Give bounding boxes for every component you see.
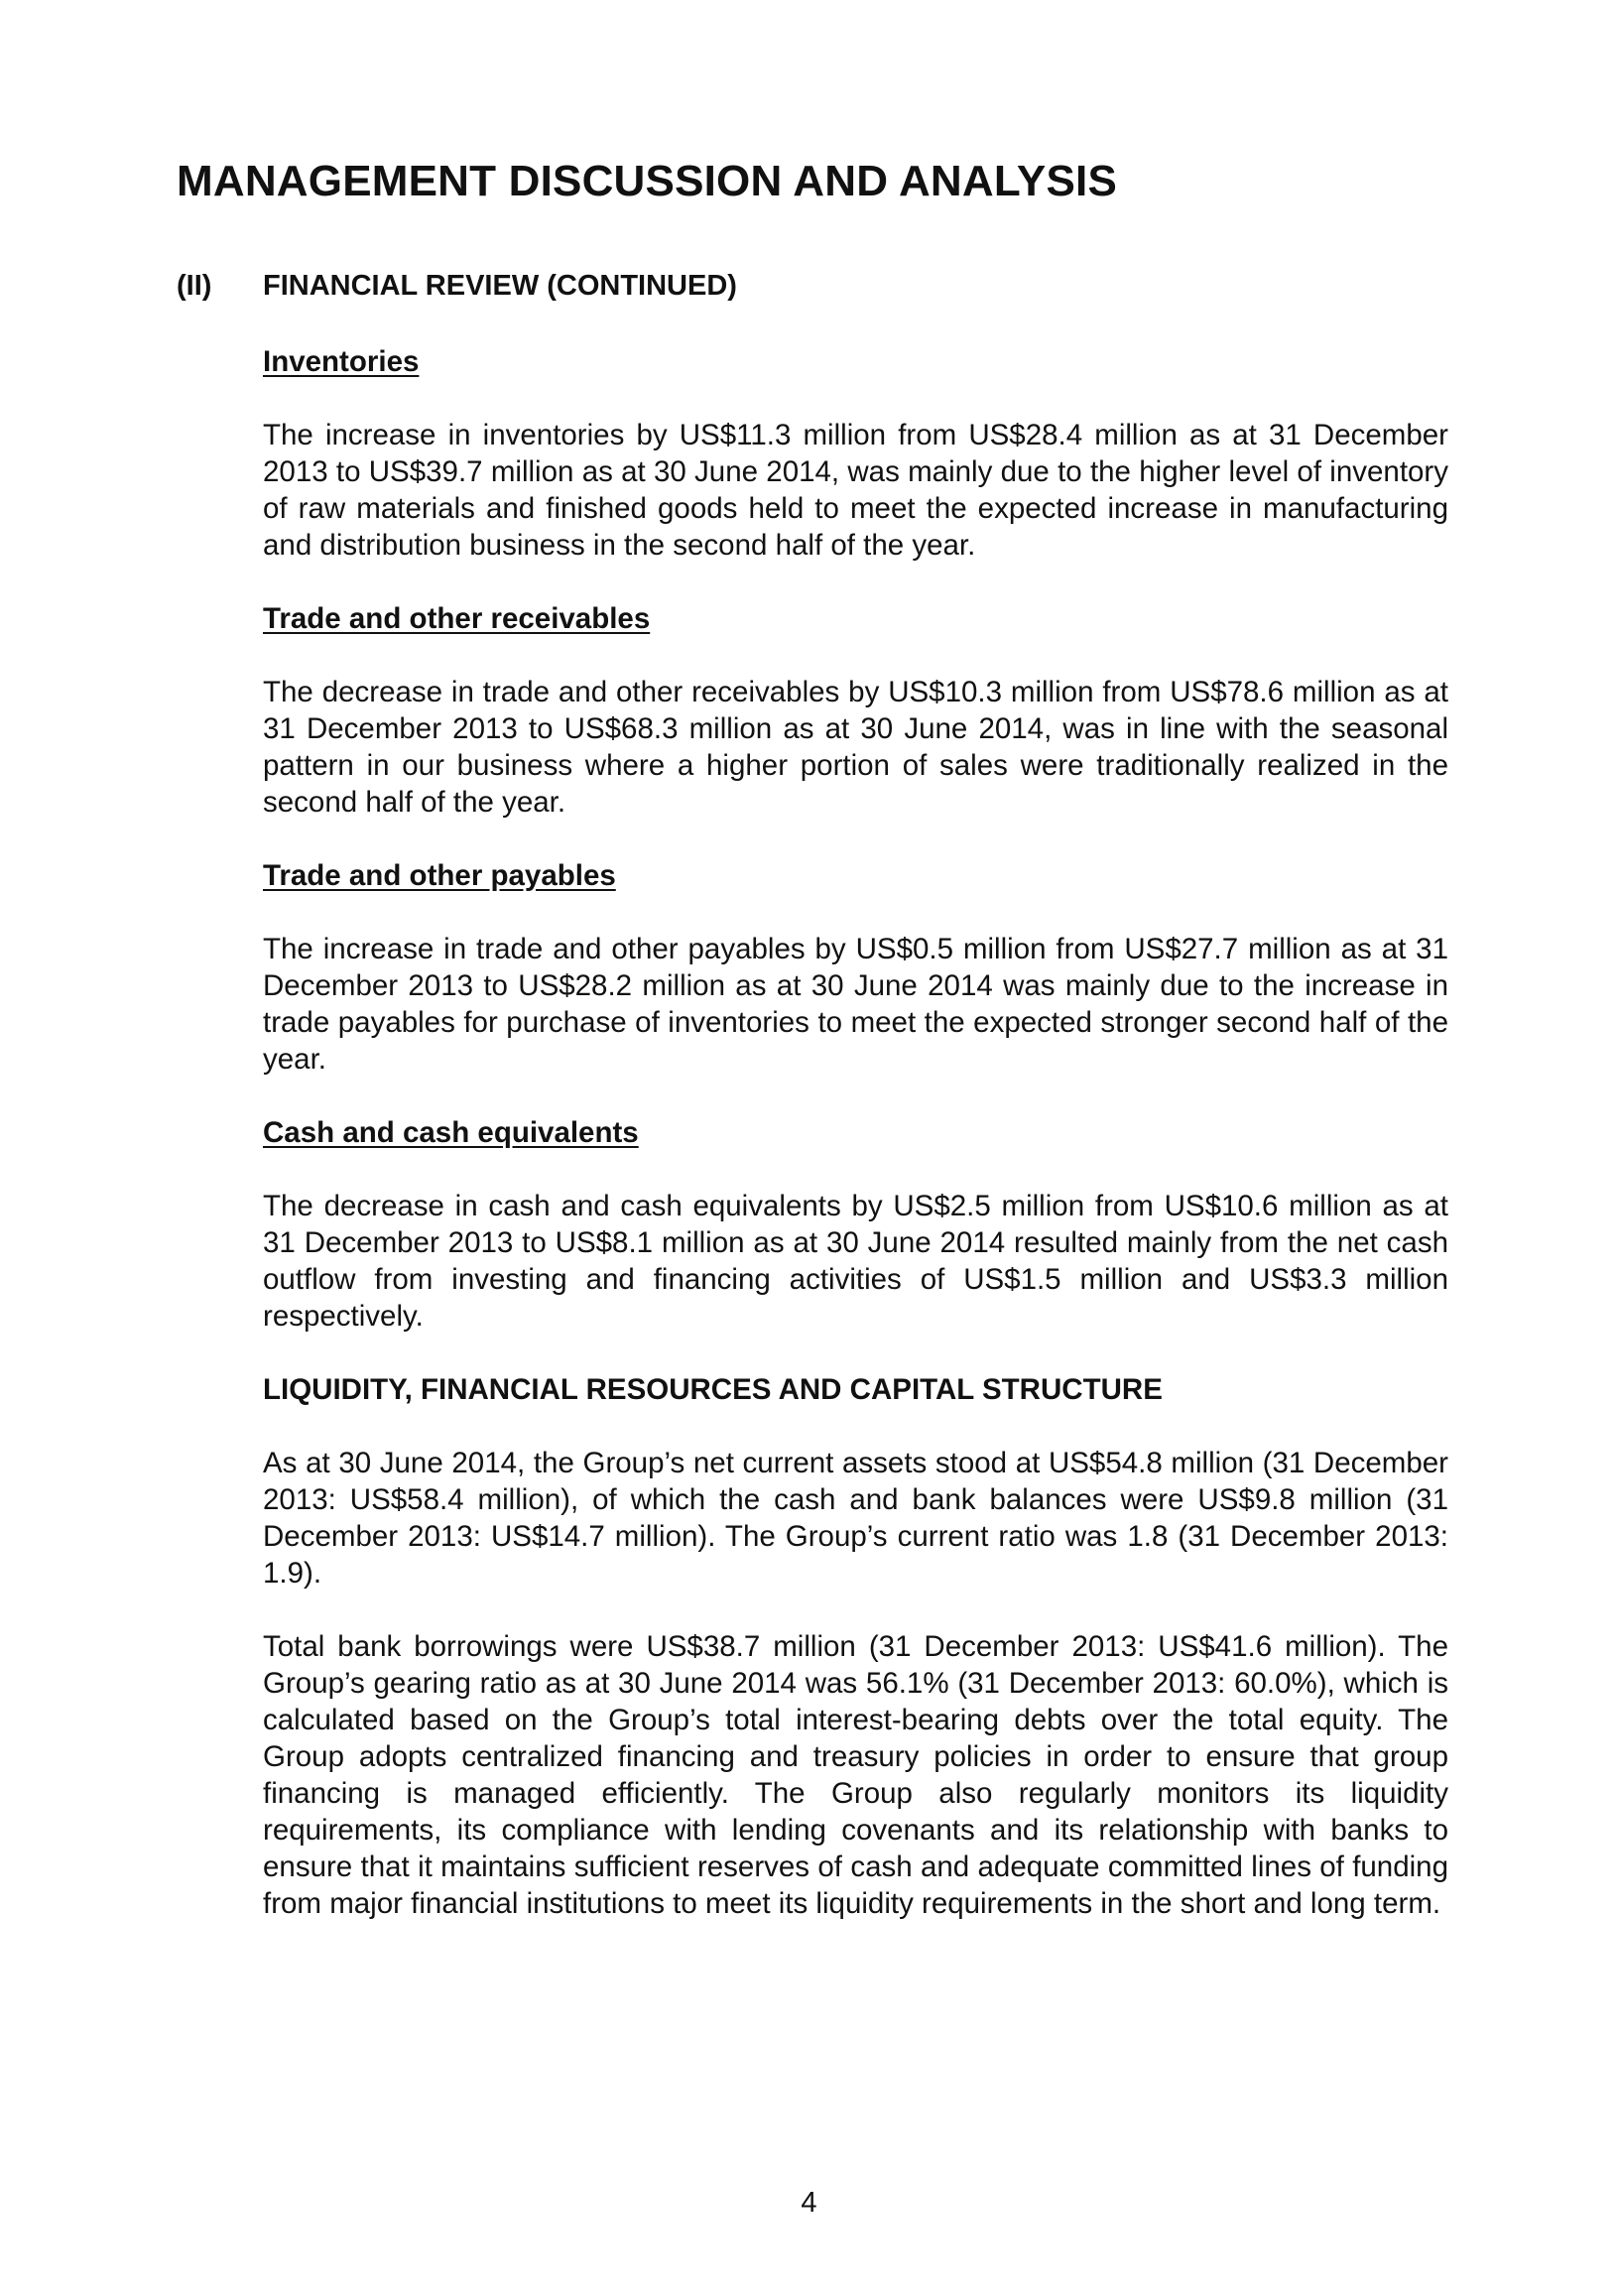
receivables-heading: Trade and other receivables (263, 602, 651, 635)
section-number: (II) (177, 270, 212, 302)
inventories-paragraph: The increase in inventories by US$11.3 million from US$28.4 million as at 31 December 2013 to US$39.7 million as at 30 June 2014, was mainly due to the higher level of inventory of raw materials and finished goods held to meet the expected increase in manufacturing and distribution business in the second half of the year. (263, 419, 1448, 562)
page-title: MANAGEMENT DISCUSSION AND ANALYSIS (177, 157, 1117, 205)
liquidity-paragraph-1: As at 30 June 2014, the Group’s net current assets stood at US$54.8 million (31 December 2013: US$58.4 million), of which the cash and bank balances were US$9.8 million (31 December 2013: US$14.7 million). The Group’s current ratio was 1.8 (31 December 2013: 1.9). (263, 1447, 1448, 1590)
liquidity-heading: LIQUIDITY, FINANCIAL RESOURCES AND CAPITAL STRUCTURE (263, 1373, 1163, 1406)
section-title: FINANCIAL REVIEW (CONTINUED) (263, 270, 737, 302)
page-number: 4 (801, 2187, 817, 2219)
cash-paragraph: The decrease in cash and cash equivalents by US$2.5 million from US$10.6 million as at 31 December 2013 to US$8.1 million as at 30 June 2014 resulted mainly from the net cash outflow from investing and financing activities of US$1.5 million and US$3.3 million respectively. (263, 1190, 1448, 1333)
cash-heading: Cash and cash equivalents (263, 1116, 639, 1149)
payables-paragraph: The increase in trade and other payables by US$0.5 million from US$27.7 million as at 31 December 2013 to US$28.2 million as at 30 June 2014 was mainly due to the increase in trade payables for purchase of inventories to meet the expected stronger second half of the year. (263, 933, 1448, 1076)
section-heading (177, 270, 737, 303)
inventories-heading: Inventories (263, 345, 420, 378)
payables-heading: Trade and other payables (263, 859, 616, 892)
liquidity-paragraph-2: Total bank borrowings were US$38.7 million (31 December 2013: US$41.6 million). The Group’s gearing ratio as at 30 June 2014 was 56.1% (31 December 2013: 60.0%), which is calculated based on the Group’s total interest-bearing debts over the total equity. The Group adopts centralized financing and treasury policies in order to ensure that group financing is managed efficiently. The Group also regularly monitors its liquidity requirements, its compliance with lending covenants and its relationship with banks to ensure that it maintains sufficient reserves of cash and adequate committed lines of funding from major financial institutions to meet its liquidity requirements in the short and long term. (263, 1630, 1448, 1920)
receivables-paragraph: The decrease in trade and other receivables by US$10.3 million from US$78.6 million as at 31 December 2013 to US$68.3 million as at 30 June 2014, was in line with the seasonal pattern in our business where a higher portion of sales were traditionally realized in the second half of the year. (263, 676, 1448, 819)
document-body (263, 343, 1448, 1959)
